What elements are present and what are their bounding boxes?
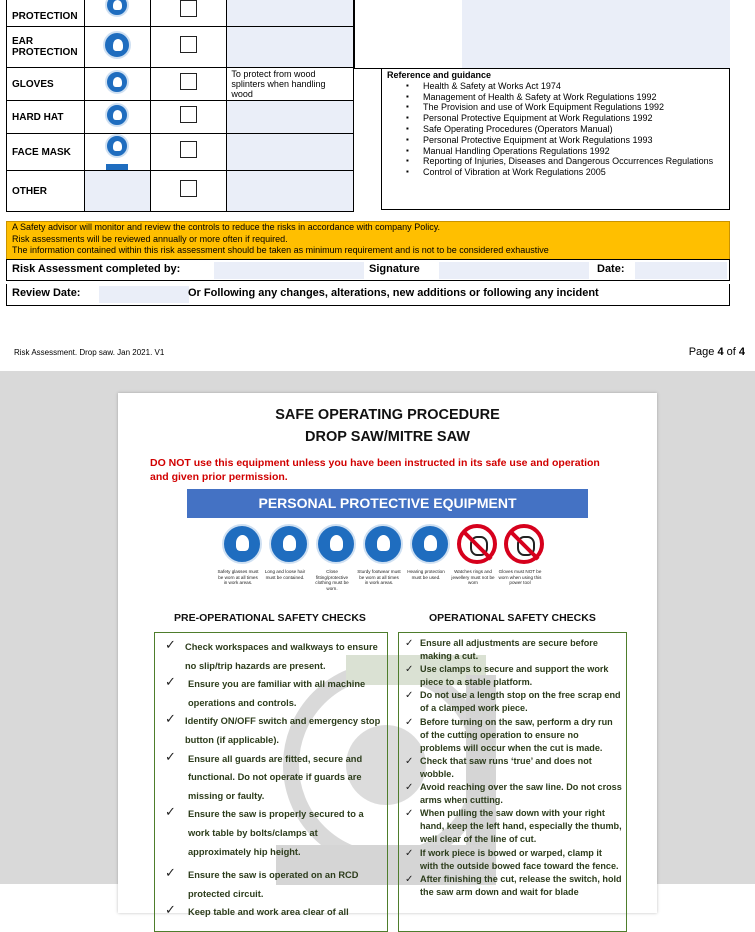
ppe-label: EAR PROTECTION	[7, 27, 85, 68]
tick-icon: ✓	[165, 711, 176, 727]
ppe-checkbox[interactable]	[180, 180, 197, 197]
review-date-label: Review Date:	[12, 287, 81, 299]
sop-page	[118, 393, 657, 918]
pre-operational-checks-box	[154, 632, 388, 932]
completed-by-label: Risk Assessment completed by:	[12, 263, 181, 275]
review-text: Or Following any changes, alterations, new additions or following any incident	[188, 287, 599, 299]
check-item: ✓ Check that saw runs ‘true’ and does not wobble.	[405, 755, 592, 779]
check-item: ✓ Ensure you are familiar with all machine operations and controls.	[165, 674, 366, 708]
ppe-label: OTHER	[7, 171, 85, 212]
date-label: Date:	[597, 263, 625, 275]
ppe-row	[7, 68, 354, 101]
ppe-checkbox[interactable]	[180, 106, 197, 123]
operational-checks-box	[398, 632, 627, 932]
ppe-caption: Safety glasses must be worn at all times in work areas.	[217, 569, 259, 586]
check-item: ✓ Ensure all guards are fitted, secure and functional. Do not operate if guards are missing or faulty.	[165, 748, 363, 801]
check-item: ✓ Check workspaces and walkways to ensure no slip/trip hazards are present.	[165, 637, 378, 671]
tick-icon: ✓	[405, 638, 414, 649]
tick-icon: ✓	[405, 664, 414, 676]
ppe-note[interactable]	[227, 134, 354, 171]
notice-line: A Safety advisor will monitor and review the controls to reduce the risks in accordance with company Policy.	[12, 222, 441, 232]
ppe-icon-row	[222, 524, 558, 568]
notice-band	[6, 221, 730, 260]
risk-assessment-page	[0, 0, 755, 380]
tick-icon: ✓	[165, 865, 176, 881]
ppe-label: PROTECTION	[7, 0, 85, 27]
check-item: ✓ When pulling the saw down with your right hand, keep the left hand, especially the thumb, well clear of the line of cut.	[405, 808, 622, 845]
sop-subtitle: DROP SAW/MITRE SAW	[305, 429, 470, 445]
completed-by-field[interactable]	[214, 262, 364, 279]
operational-checks	[399, 633, 626, 899]
ppe-caption-row	[216, 569, 596, 599]
reference-title: Reference and guidance	[387, 70, 492, 80]
ppe-row	[7, 0, 354, 27]
reference-box	[381, 68, 730, 210]
operational-heading: OPERATIONAL SAFETY CHECKS	[429, 612, 596, 624]
ppe-row	[7, 171, 354, 212]
tick-icon: ✓	[405, 873, 414, 885]
review-date-field[interactable]	[99, 286, 189, 303]
ppe-note[interactable]: To protect from wood splinters when handling wood	[227, 68, 354, 101]
reference-item: ▪ Management of Health & Safety at Work Regulations 1992	[423, 92, 724, 103]
page-number: Page 4 of 4	[688, 346, 745, 358]
ppe-checkbox[interactable]	[180, 141, 197, 158]
document-viewer[interactable]	[0, 371, 755, 918]
reference-item: ▪ Control of Vibration at Work Regulations 2005	[423, 167, 724, 178]
reference-item: ▪ Safe Operating Procedures (Operators Manual)	[423, 124, 724, 135]
face-mask-icon	[105, 134, 129, 158]
date-field[interactable]	[635, 262, 727, 279]
reference-item: ▪ Manual Handling Operations Regulations 1992	[423, 146, 724, 157]
ppe-row	[7, 27, 354, 68]
tick-icon: ✓	[405, 755, 414, 767]
tick-icon: ✓	[405, 690, 414, 702]
ppe-label: GLOVES	[7, 68, 85, 101]
eye-protection-icon	[105, 0, 129, 17]
pre-operational-heading: PRE-OPERATIONAL SAFETY CHECKS	[174, 612, 366, 624]
check-item: ✓ If work piece is bowed or warped, clamp it with the outside bowed face toward the fence.	[405, 847, 619, 871]
tick-icon: ✓	[405, 782, 414, 794]
ppe-row	[7, 101, 354, 134]
check-item: ✓ Ensure the saw is properly secured to a work table by bolts/clamps at approximately hip height.	[165, 804, 364, 857]
ppe-label: HARD HAT	[7, 101, 85, 134]
review-row	[6, 284, 730, 306]
ear-protection-icon	[103, 31, 131, 59]
ppe-table	[6, 0, 354, 212]
gloves-icon	[105, 70, 129, 94]
tick-icon: ✓	[165, 637, 176, 652]
safety-boots-icon	[363, 524, 403, 564]
check-item: ✓ Identify ON/OFF switch and emergency stop button (if applicable).	[165, 711, 381, 745]
reference-list	[423, 81, 724, 178]
reference-item: ▪ The Provision and use of Work Equipment Regulations 1992	[423, 102, 724, 113]
reference-item: ▪ Health & Safety at Works Act 1974	[423, 81, 724, 92]
ppe-caption: Sturdy footwear must be worn at all times in work areas.	[357, 569, 401, 586]
ppe-note[interactable]	[227, 0, 354, 27]
tick-icon: ✓	[165, 674, 176, 690]
permission-warning: DO NOT use this equipment unless you have been instructed in its safe use and operation and given prior permission.	[150, 457, 600, 483]
reference-item: ▪ Personal Protective Equipment at Work Regulations 1993	[423, 135, 724, 146]
ppe-note[interactable]	[227, 171, 354, 212]
pre-operational-checks	[155, 633, 387, 922]
ppe-label: FACE MASK	[7, 134, 85, 171]
notice-line: The information contained within this risk assessment should be taken as minimum requirement and is not to be considered exhaustive	[12, 245, 549, 256]
signature-field[interactable]	[439, 262, 589, 279]
check-item: ✓ Ensure the saw is operated on an RCD protected circuit.	[165, 865, 359, 899]
tick-icon: ✓	[405, 716, 414, 728]
check-item: ✓ Keep table and work area clear of all	[155, 903, 383, 922]
check-item: ✓ Ensure all adjustments are secure before making a cut.	[405, 638, 598, 662]
ppe-note[interactable]	[227, 101, 354, 134]
hard-hat-icon	[105, 103, 129, 127]
ppe-checkbox[interactable]	[180, 0, 197, 17]
completed-by-row	[6, 259, 730, 281]
tick-icon: ✓	[165, 902, 176, 918]
tick-icon: ✓	[405, 808, 414, 820]
reference-item: ▪ Reporting of Injuries, Diseases and Dangerous Occurrences Regulations	[423, 156, 724, 167]
ppe-caption: Long and loose hair must be contained.	[264, 569, 306, 580]
ppe-row	[7, 134, 354, 171]
tick-icon: ✓	[165, 804, 176, 820]
ppe-heading: PERSONAL PROTECTIVE EQUIPMENT	[187, 489, 588, 518]
protective-clothing-icon	[316, 524, 356, 564]
check-item: ✓ After finishing the cut, release the switch, hold the saw arm down and wait for blade	[405, 873, 622, 897]
sop-title: SAFE OPERATING PROCEDURE	[275, 407, 500, 423]
check-item: ✓ Avoid reaching over the saw line. Do not cross arms when cutting.	[405, 782, 622, 806]
check-item: ✓ Do not use a length stop on the free scrap end of a clamped work piece.	[405, 690, 621, 714]
tick-icon: ✓	[165, 748, 176, 764]
hazards-box	[354, 0, 730, 69]
check-item: ✓ Before turning on the saw, perform a dry run of the cutting operation to ensure no problems will occur when the cut is made.	[405, 716, 613, 753]
doc-reference: Risk Assessment. Drop saw. Jan 2021. V1	[14, 348, 165, 357]
ppe-checkbox[interactable]	[180, 73, 197, 90]
ppe-other-icon-cell[interactable]	[84, 171, 150, 212]
safety-glasses-icon	[222, 524, 262, 564]
tick-icon: ✓	[405, 847, 414, 859]
no-jewellery-icon	[457, 524, 497, 564]
ppe-caption: Hearing protection must be used.	[407, 569, 445, 580]
hearing-protection-icon	[410, 524, 450, 564]
check-item: ✓ Use clamps to secure and support the work piece to a stable platform.	[405, 664, 609, 688]
no-gloves-icon	[504, 524, 544, 564]
signature-label: Signature	[369, 263, 420, 275]
hazards-field[interactable]	[462, 0, 730, 68]
ppe-caption: Watches rings and jewellery must not be worn	[451, 569, 495, 586]
ppe-caption: Close fitting/protective clothing must be worn.	[315, 569, 349, 591]
notice-line: Risk assessments will be reviewed annually or more often if required.	[12, 233, 288, 244]
hair-net-icon	[269, 524, 309, 564]
ppe-note[interactable]	[227, 27, 354, 68]
reference-item: ▪ Personal Protective Equipment at Work Regulations 1992	[423, 113, 724, 124]
ppe-checkbox[interactable]	[180, 36, 197, 53]
ppe-caption: Gloves must NOT be worn when using this power tool	[498, 569, 542, 586]
